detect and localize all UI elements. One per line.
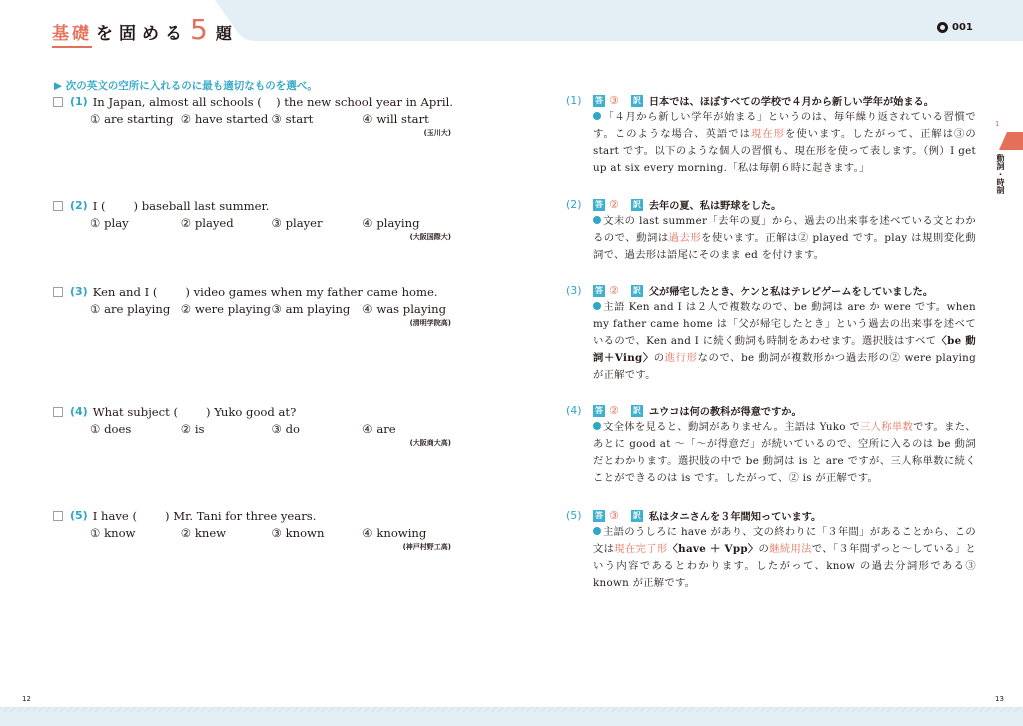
translation-text: 父が帰宅したとき、ケンと私はテレビゲームをしていました。 xyxy=(648,287,933,298)
question-number: (5) xyxy=(70,509,88,522)
choice-list xyxy=(90,524,453,542)
translation-text: 去年の夏、私は野球をした。 xyxy=(648,201,782,212)
title-mid: を固める xyxy=(96,24,188,44)
choice-4[interactable]: ④ was playing xyxy=(362,302,446,316)
question-checkbox[interactable] xyxy=(53,201,63,211)
highlight-term: 進行形 xyxy=(664,352,698,364)
highlight-term: 三人称単数 xyxy=(860,421,914,433)
choice-list xyxy=(90,420,453,438)
answer-badge-icon: 答 xyxy=(595,285,603,295)
choice-2[interactable]: ② is xyxy=(180,422,205,436)
question-4 xyxy=(53,403,453,448)
choice-1[interactable]: ① are starting xyxy=(90,112,174,126)
question-source: (神戸村野工高) xyxy=(402,543,451,551)
question-text-after: ) video games when my father came home. xyxy=(185,284,438,299)
choice-2[interactable]: ② knew xyxy=(180,526,227,540)
correct-choice: ③ xyxy=(609,509,619,522)
highlight-term: 継続用法 xyxy=(769,543,812,555)
question-3 xyxy=(53,283,453,328)
audio-track-number: 001 xyxy=(952,22,973,33)
question-number: (1) xyxy=(70,95,88,108)
translation-badge-icon: 訳 xyxy=(632,95,641,105)
question-checkbox[interactable] xyxy=(53,287,63,297)
choice-4[interactable]: ④ playing xyxy=(362,216,420,230)
title-end: 題 xyxy=(215,24,232,43)
choice-3[interactable]: ③ am playing xyxy=(271,302,351,316)
answer-badge-icon: 答 xyxy=(595,405,603,415)
correct-choice: ② xyxy=(609,198,619,211)
footer-band xyxy=(0,707,1023,726)
question-number: (3) xyxy=(70,285,88,298)
page-number-left: 12 xyxy=(22,695,31,703)
question-text-before: What subject ( xyxy=(92,404,179,419)
answer-number: (5) xyxy=(566,509,582,522)
translation-badge-icon: 訳 xyxy=(632,405,641,415)
question-text-after: ) Mr. Tani for three years. xyxy=(164,508,317,523)
answer-2 xyxy=(566,196,976,264)
answer-badge-icon: 答 xyxy=(595,199,603,209)
instruction-text: ▶ 次の英文の空所に入れるのに最も適切なものを選べ。 xyxy=(54,80,318,92)
choice-3[interactable]: ③ player xyxy=(271,216,323,230)
explanation: 文末の last summer「去年の夏」から、過去の出来事を述べている文とわかるので、動詞は過去形を使います。正解は② played です。play は規則変化動詞で、過去形は語尾にそのまま ed を付けます。 xyxy=(593,215,976,261)
choice-list xyxy=(90,110,453,128)
bullet-icon xyxy=(593,216,601,224)
question-checkbox[interactable] xyxy=(53,407,63,417)
question-5 xyxy=(53,507,453,552)
question-text-before: I ( xyxy=(92,198,106,213)
audio-disc-icon xyxy=(937,22,948,33)
choice-2[interactable]: ② were playing xyxy=(180,302,271,316)
question-text-after: ) baseball last summer. xyxy=(133,198,270,213)
translation-badge-icon: 訳 xyxy=(632,285,641,295)
choice-1[interactable]: ① play xyxy=(90,216,129,230)
explanation: 文全体を見ると、動詞がありません。主語は Yuko で三人称単数です。また、あとに good at ～「～が得意だ」が続いているので、空所に入るのは be 動詞だとわかります。選択肢の中で be 動詞は is と are ですが、三人称単数に続くことができるのは is です。したがって、② is が正解です。 xyxy=(593,421,976,484)
chapter-tab[interactable] xyxy=(995,120,1023,200)
question-2 xyxy=(53,197,453,242)
highlight-term: 現在完了形 xyxy=(614,543,668,555)
answer-5 xyxy=(566,507,976,592)
bullet-icon xyxy=(593,527,601,535)
formula: 〈be 動詞＋Ving〉 xyxy=(593,335,976,364)
answer-4 xyxy=(566,402,976,487)
translation-badge-icon: 訳 xyxy=(632,510,641,520)
choice-4[interactable]: ④ knowing xyxy=(362,526,427,540)
question-text-after: ) the new school year in April. xyxy=(276,94,453,109)
question-source: (玉川大) xyxy=(423,129,451,137)
choice-1[interactable]: ① know xyxy=(90,526,136,540)
correct-choice: ② xyxy=(609,404,619,417)
title-accent: 基礎 xyxy=(52,19,92,48)
title-number: 5 xyxy=(190,13,208,46)
audio-track-label[interactable] xyxy=(937,22,973,33)
question-text-after: ) Yuko good at? xyxy=(206,404,297,419)
question-source: (清明学院高) xyxy=(409,319,451,327)
chapter-label: 動詞・時制 xyxy=(996,154,1005,194)
question-number: (2) xyxy=(70,199,88,212)
answer-1 xyxy=(566,92,976,177)
explanation: 主語のうしろに have があり、文の終わりに「３年間」があることから、この文は現在完了形〈have ＋ Vpp〉の継続用法で、「３年間ずっと～している」という内容であるとわかります。したがって、know の過去分詞形である③ known が正解です。 xyxy=(593,526,977,589)
highlight-term: 過去形 xyxy=(668,232,702,244)
question-text-before: Ken and I ( xyxy=(92,284,158,299)
translation-text: ユウコは何の教科が得意ですか。 xyxy=(648,407,802,418)
choice-1[interactable]: ① are playing xyxy=(90,302,171,316)
translation-badge-icon: 訳 xyxy=(632,199,641,209)
answer-number: (4) xyxy=(566,404,582,417)
answer-number: (2) xyxy=(566,198,582,211)
choice-3[interactable]: ③ start xyxy=(271,112,314,126)
answer-badge-icon: 答 xyxy=(595,95,603,105)
choice-list xyxy=(90,214,453,232)
page-title xyxy=(52,13,232,46)
explanation: 「４月から新しい学年が始まる」というのは、毎年繰り返されている習慣です。このような場合、英語では現在形を使います。したがって、正解は③の start です。以下のような個人の習慣も、現在形を使って表します。（例）I get up at six every morning.「私は毎朝６時に起きます。」 xyxy=(593,111,976,174)
question-number: (4) xyxy=(70,405,88,418)
question-text-before: In Japan, almost all schools ( xyxy=(92,94,262,109)
translation-text: 日本では、ほぼすべての学校で４月から新しい学年が始まる。 xyxy=(648,97,934,108)
choice-2[interactable]: ② have started xyxy=(180,112,269,126)
page-number-right: 13 xyxy=(995,695,1004,703)
bullet-icon xyxy=(593,112,601,120)
bullet-icon xyxy=(593,422,601,430)
answer-number: (1) xyxy=(566,94,582,107)
chapter-number: 1 xyxy=(995,120,1000,128)
choice-4[interactable]: ④ are xyxy=(362,422,396,436)
choice-1[interactable]: ① does xyxy=(90,422,132,436)
question-source: (大阪商大高) xyxy=(409,439,451,447)
bullet-icon xyxy=(593,302,601,310)
question-text-before: I have ( xyxy=(92,508,137,523)
answer-3 xyxy=(566,282,976,384)
chapter-tab-shape xyxy=(999,132,1023,150)
highlight-term: 現在形 xyxy=(750,128,785,140)
formula: 〈have ＋ Vpp〉 xyxy=(667,543,759,555)
explanation: 主語 Ken and I は２人で複数なので、be 動詞は are か were です。when my father came home は「父が帰宅したとき」という過去の出来事を述べているので、Ken and I に続く動詞も時制をあわせます。選択肢はすべて〈be 動詞＋Ving〉の進行形なので、be 動詞が複数形かつ過去形の② were playing が正解です。 xyxy=(593,301,976,381)
question-checkbox[interactable] xyxy=(53,511,63,521)
choice-4[interactable]: ④ will start xyxy=(362,112,429,126)
question-checkbox[interactable] xyxy=(53,97,63,107)
choice-list xyxy=(90,300,453,318)
answer-number: (3) xyxy=(566,284,582,297)
choice-3[interactable]: ③ do xyxy=(271,422,300,436)
translation-text: 私はタニさんを３年間知っています。 xyxy=(648,512,822,523)
question-1 xyxy=(53,93,453,138)
choice-2[interactable]: ② played xyxy=(180,216,234,230)
choice-3[interactable]: ③ known xyxy=(271,526,325,540)
question-source: (大阪国際大) xyxy=(409,233,451,241)
correct-choice: ② xyxy=(609,284,619,297)
answer-badge-icon: 答 xyxy=(595,510,603,520)
correct-choice: ③ xyxy=(609,94,619,107)
